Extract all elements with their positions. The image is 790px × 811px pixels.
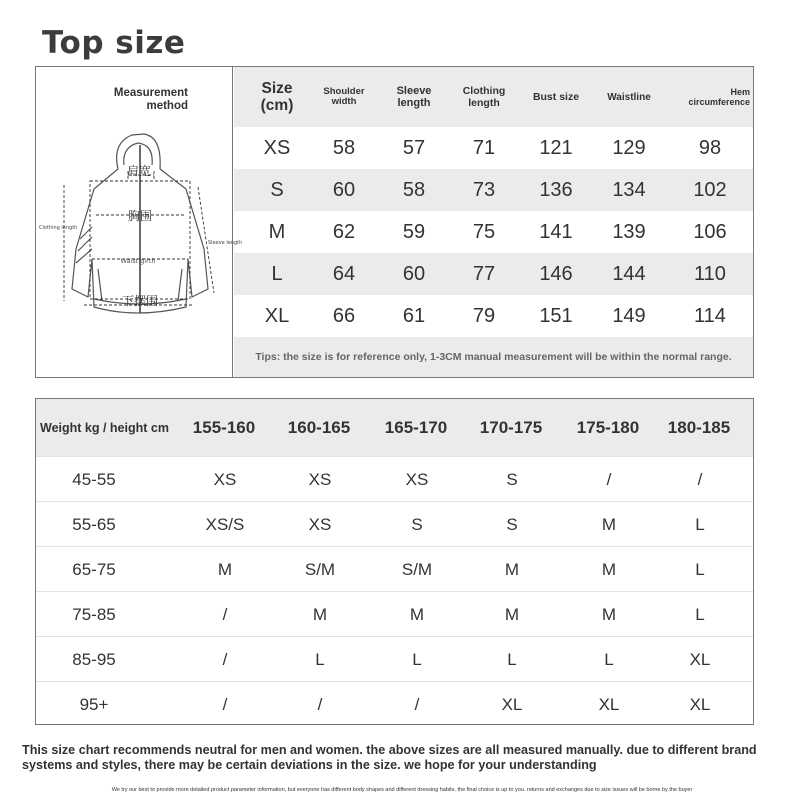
header-size: Size (cm) bbox=[260, 80, 294, 114]
weight-range-cell: 45-55 bbox=[72, 469, 116, 489]
weight-range-cell: 75-85 bbox=[72, 604, 116, 624]
measurement-method-label: Measurement method bbox=[113, 87, 188, 112]
size-value-cell: 139 bbox=[612, 220, 646, 243]
recommended-size-cell: M bbox=[312, 604, 328, 624]
size-value-cell: 134 bbox=[612, 178, 646, 201]
recommended-size-cell: / bbox=[317, 694, 323, 714]
recommended-size-cell: M bbox=[504, 559, 520, 579]
size-value-cell: 77 bbox=[472, 262, 496, 285]
size-value-cell: 141 bbox=[539, 220, 573, 243]
size-row bbox=[234, 295, 753, 337]
recommended-size-cell: XS/S bbox=[205, 514, 245, 534]
size-value-cell: 149 bbox=[612, 304, 646, 327]
recommended-size-cell: XL bbox=[598, 694, 620, 714]
height-column-header: 160-165 bbox=[287, 417, 351, 437]
recommended-size-cell: L bbox=[695, 604, 705, 624]
height-column-header: 155-160 bbox=[192, 417, 256, 437]
fine-print: We try our best to provide more detailed product parameter information, but everyone has different body shapes and different dressing habits. the final choice is up to you. returns and exchanges due to size issues will be borne by the buyer bbox=[111, 787, 693, 793]
weight-range-cell: 95+ bbox=[79, 694, 109, 714]
recommended-size-cell: L bbox=[695, 559, 705, 579]
weight-row bbox=[36, 501, 753, 547]
recommended-size-cell: L bbox=[412, 649, 422, 669]
weight-range-cell: 65-75 bbox=[72, 559, 116, 579]
size-value-cell: 110 bbox=[694, 262, 726, 285]
size-value-cell: 60 bbox=[402, 262, 426, 285]
recommended-size-cell: L bbox=[315, 649, 325, 669]
page-title: Top size bbox=[42, 25, 186, 61]
recommended-size-cell: M bbox=[409, 604, 425, 624]
weight-height-table bbox=[35, 398, 754, 725]
size-row bbox=[234, 169, 753, 211]
size-label-cell: S bbox=[270, 178, 284, 201]
height-column-header: 175-180 bbox=[576, 417, 640, 437]
recommended-size-cell: M bbox=[601, 514, 617, 534]
recommended-size-cell: / bbox=[222, 649, 228, 669]
size-row bbox=[234, 253, 753, 295]
size-value-cell: 60 bbox=[332, 178, 356, 201]
size-row bbox=[234, 127, 753, 169]
recommended-size-cell: / bbox=[222, 604, 228, 624]
recommended-size-cell: S bbox=[506, 469, 518, 489]
recommended-size-cell: M bbox=[601, 604, 617, 624]
size-value-cell: 114 bbox=[694, 304, 726, 327]
height-column-header: 170-175 bbox=[479, 417, 543, 437]
weight-height-corner-label: Weight kg / height cm bbox=[40, 420, 169, 435]
recommended-size-cell: XS bbox=[213, 469, 237, 489]
weight-row bbox=[36, 636, 753, 682]
header-waistline: Waistline bbox=[607, 91, 651, 103]
size-value-cell: 71 bbox=[472, 136, 496, 159]
size-value-cell: 58 bbox=[332, 136, 356, 159]
chest-label: 胸围 bbox=[127, 209, 153, 223]
sleeve-length-label: Sleeve length bbox=[208, 240, 243, 246]
clothing-length-label: Clothing length bbox=[39, 225, 78, 231]
hem-label: 下摆围 bbox=[121, 294, 159, 308]
header-clothing-length: Clothing length bbox=[462, 85, 506, 109]
recommended-size-cell: M bbox=[504, 604, 520, 624]
size-note: This size chart recommends neutral for men and women. the above sizes are all measured manually. due to different brand systems and styles, there may be certain deviations in the size. we hope for your understanding bbox=[22, 743, 757, 772]
size-value-cell: 62 bbox=[332, 220, 356, 243]
size-value-cell: 61 bbox=[402, 304, 426, 327]
size-label-cell: XL bbox=[264, 304, 290, 327]
size-value-cell: 98 bbox=[698, 136, 722, 159]
size-value-cell: 66 bbox=[332, 304, 356, 327]
measurement-method-panel bbox=[36, 67, 243, 377]
header-shoulder-width: Shoulder width bbox=[323, 86, 365, 107]
recommended-size-cell: S/M bbox=[401, 559, 433, 579]
size-value-cell: 151 bbox=[539, 304, 573, 327]
size-value-cell: 73 bbox=[472, 178, 496, 201]
size-row bbox=[234, 211, 753, 253]
size-label-cell: L bbox=[271, 262, 283, 285]
weight-row bbox=[36, 546, 753, 592]
size-value-cell: 144 bbox=[612, 262, 646, 285]
recommended-size-cell: M bbox=[601, 559, 617, 579]
size-label-cell: XS bbox=[263, 136, 291, 159]
size-value-cell: 79 bbox=[472, 304, 496, 327]
weight-row bbox=[36, 591, 753, 637]
recommended-size-cell: XL bbox=[689, 694, 711, 714]
header-bust-size: Bust size bbox=[532, 91, 580, 103]
weight-range-cell: 55-65 bbox=[72, 514, 116, 534]
size-value-cell: 58 bbox=[402, 178, 426, 201]
header-sleeve-length: Sleeve length bbox=[396, 85, 432, 109]
recommended-size-cell: XL bbox=[689, 649, 711, 669]
recommended-size-cell: / bbox=[222, 694, 228, 714]
size-grid bbox=[234, 67, 753, 377]
recommended-size-cell: / bbox=[606, 469, 612, 489]
recommended-size-cell: XL bbox=[501, 694, 523, 714]
size-tips: Tips: the size is for reference only, 1-3CM manual measurement will be within the normal range. bbox=[234, 337, 753, 377]
size-value-cell: 106 bbox=[693, 220, 727, 243]
recommended-size-cell: S/M bbox=[304, 559, 336, 579]
waist-label: Waist girth bbox=[120, 257, 156, 265]
recommended-size-cell: XS bbox=[308, 469, 332, 489]
size-value-cell: 136 bbox=[539, 178, 573, 201]
recommended-size-cell: L bbox=[695, 514, 705, 534]
size-value-cell: 121 bbox=[539, 136, 573, 159]
recommended-size-cell: L bbox=[604, 649, 614, 669]
size-table-header bbox=[234, 67, 753, 127]
recommended-size-cell: / bbox=[414, 694, 420, 714]
weight-table-header bbox=[36, 399, 753, 456]
weight-range-cell: 85-95 bbox=[72, 649, 116, 669]
recommended-size-cell: XS bbox=[405, 469, 429, 489]
recommended-size-cell: L bbox=[507, 649, 517, 669]
header-hem-circumference: Hem circumference bbox=[688, 87, 750, 107]
recommended-size-cell: S bbox=[411, 514, 423, 534]
size-value-cell: 129 bbox=[612, 136, 646, 159]
recommended-size-cell: S bbox=[506, 514, 518, 534]
weight-row bbox=[36, 456, 753, 502]
size-value-cell: 57 bbox=[402, 136, 426, 159]
size-table bbox=[35, 66, 754, 378]
shoulder-label: 肩宽 bbox=[126, 164, 152, 178]
jacket-diagram bbox=[36, 129, 243, 377]
recommended-size-cell: M bbox=[217, 559, 233, 579]
size-value-cell: 64 bbox=[332, 262, 356, 285]
recommended-size-cell: XS bbox=[308, 514, 332, 534]
recommended-size-cell: / bbox=[697, 469, 703, 489]
size-value-cell: 102 bbox=[693, 178, 727, 201]
height-column-header: 180-185 bbox=[667, 417, 731, 437]
size-value-cell: 146 bbox=[539, 262, 573, 285]
size-value-cell: 59 bbox=[402, 220, 426, 243]
height-column-header: 165-170 bbox=[384, 417, 448, 437]
size-value-cell: 75 bbox=[472, 220, 496, 243]
weight-row bbox=[36, 681, 753, 727]
size-label-cell: M bbox=[268, 220, 286, 243]
